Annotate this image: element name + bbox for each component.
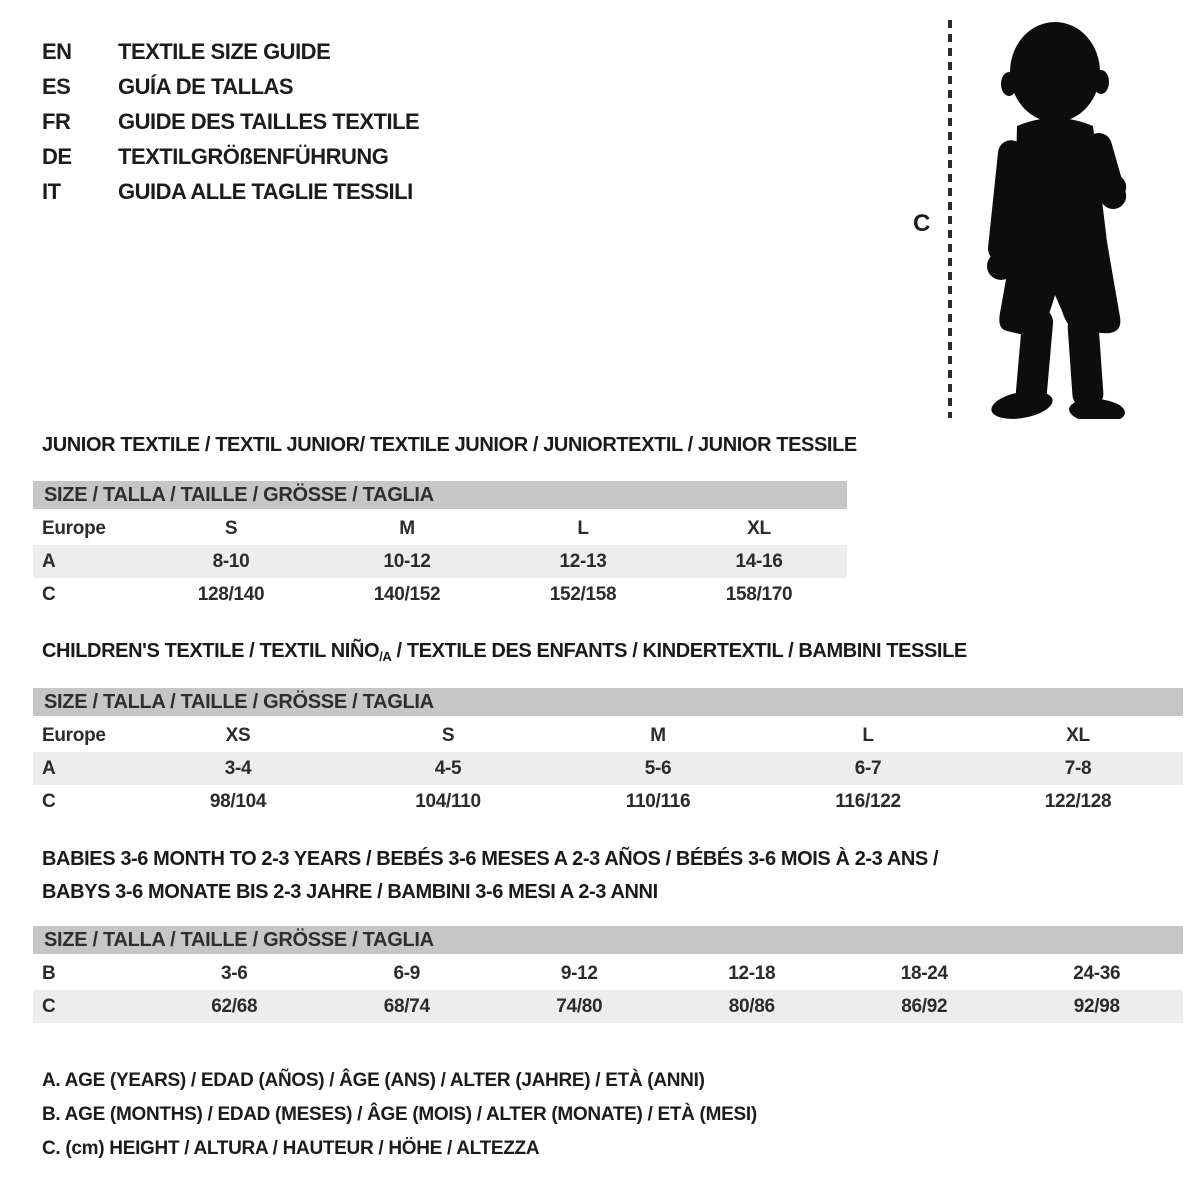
- table-cell: 7-8: [1064, 757, 1092, 779]
- language-code: DE: [42, 143, 72, 169]
- row-label: C: [42, 790, 56, 812]
- table-cell: 4-5: [434, 757, 462, 779]
- table-cell: 10-12: [383, 550, 431, 572]
- table-cell: 3-6: [220, 962, 248, 984]
- table-row: [33, 785, 1183, 818]
- table-row: [33, 957, 1183, 990]
- table-cell: 86/92: [901, 995, 948, 1017]
- size-bar: SIZE / TALLA / TAILLE / GRÖSSE / TAGLIA: [33, 688, 1183, 716]
- row-label: A: [42, 757, 56, 779]
- table-cell: S: [224, 517, 238, 539]
- table-cell: 92/98: [1073, 995, 1120, 1017]
- row-label: Europe: [42, 724, 106, 746]
- table-cell: L: [862, 724, 874, 746]
- table-cell: 24-36: [1073, 962, 1121, 984]
- row-label: C: [42, 583, 56, 605]
- babies-heading-line2: BABYS 3-6 MONATE BIS 2-3 JAHRE / BAMBINI 3-6 MESI A 2-3 ANNI: [42, 881, 658, 903]
- language-title: TEXTILE SIZE GUIDE: [118, 38, 331, 64]
- table-cell: 98/104: [209, 790, 267, 812]
- toddler-silhouette-icon: [967, 14, 1145, 419]
- language-row-en: [42, 34, 419, 69]
- table-cell: 5-6: [644, 757, 672, 779]
- table-row: [33, 719, 1183, 752]
- language-row-fr: [42, 104, 419, 139]
- language-row-it: [42, 174, 419, 209]
- language-row-de: [42, 139, 419, 174]
- measure-legend: [42, 1064, 757, 1166]
- height-measure-label: C: [913, 210, 931, 237]
- table-cell: 110/116: [625, 790, 691, 812]
- legend-line-a: A. AGE (YEARS) / EDAD (AÑOS) / ÂGE (ANS) / ALTER (JAHRE) / ETÀ (ANNI): [42, 1070, 705, 1091]
- children-size-table: [33, 688, 1183, 818]
- height-dashed-line: [948, 20, 952, 418]
- row-label: A: [42, 550, 56, 572]
- row-label: Europe: [42, 517, 106, 539]
- table-cell: 80/86: [728, 995, 775, 1017]
- table-cell: 158/170: [725, 583, 793, 605]
- table-cell: L: [577, 517, 589, 539]
- table-cell: 6-9: [393, 962, 421, 984]
- table-cell: 18-24: [900, 962, 948, 984]
- legend-line-b: B. AGE (MONTHS) / EDAD (MESES) / ÂGE (MOIS) / ALTER (MONATE) / ETÀ (MESI): [42, 1104, 757, 1125]
- table-cell: 12-13: [559, 550, 607, 572]
- table-cell: XL: [747, 517, 771, 539]
- junior-section-heading: JUNIOR TEXTILE / TEXTIL JUNIOR/ TEXTILE JUNIOR / JUNIORTEXTIL / JUNIOR TESSILE: [42, 434, 857, 456]
- table-cell: 74/80: [556, 995, 603, 1017]
- language-title: TEXTILGRÖßENFÜHRUNG: [118, 143, 389, 169]
- table-cell: 3-4: [224, 757, 252, 779]
- children-heading-pre: CHILDREN'S TEXTILE / TEXTIL NIÑO: [42, 640, 380, 662]
- table-cell: 152/158: [549, 583, 617, 605]
- language-code: ES: [42, 73, 71, 99]
- table-cell: 6-7: [854, 757, 882, 779]
- height-measure-figure: [905, 12, 1165, 424]
- language-title: GUIDA ALLE TAGLIE TESSILI: [118, 178, 413, 204]
- table-row: [33, 990, 1183, 1023]
- table-cell: XL: [1066, 724, 1090, 746]
- row-label: C: [42, 995, 56, 1017]
- language-row-es: [42, 69, 419, 104]
- language-code: EN: [42, 38, 72, 64]
- table-row: [33, 545, 847, 578]
- table-cell: 122/128: [1044, 790, 1112, 812]
- table-cell: XS: [225, 724, 251, 746]
- legend-line-c: C. (cm) HEIGHT / ALTURA / HAUTEUR / HÖHE / ALTEZZA: [42, 1138, 540, 1159]
- table-cell: M: [650, 724, 666, 746]
- size-bar: SIZE / TALLA / TAILLE / GRÖSSE / TAGLIA: [33, 481, 847, 509]
- table-cell: S: [441, 724, 455, 746]
- language-title: GUIDE DES TAILLES TEXTILE: [118, 108, 420, 134]
- table-cell: 128/140: [197, 583, 265, 605]
- table-row: [33, 512, 847, 545]
- table-cell: 104/110: [415, 790, 481, 812]
- row-label: B: [42, 962, 56, 984]
- children-heading-post: / TEXTILE DES ENFANTS / KINDERTEXTIL / BAMBINI TESSILE: [391, 640, 967, 662]
- table-cell: M: [399, 517, 415, 539]
- language-title: GUÍA DE TALLAS: [118, 73, 294, 99]
- language-code: FR: [42, 108, 71, 134]
- table-cell: 14-16: [735, 550, 783, 572]
- size-bar: SIZE / TALLA / TAILLE / GRÖSSE / TAGLIA: [33, 926, 1183, 954]
- babies-heading-line1: BABIES 3-6 MONTH TO 2-3 YEARS / BEBÉS 3-6 MESES A 2-3 AÑOS / BÉBÉS 3-6 MOIS À 2-3 ANS /: [42, 848, 939, 870]
- language-title-block: [42, 34, 419, 209]
- table-cell: 12-18: [728, 962, 776, 984]
- children-heading-sub: /A: [379, 649, 392, 664]
- table-cell: 8-10: [212, 550, 250, 572]
- table-cell: 62/68: [211, 995, 258, 1017]
- junior-size-table: [33, 481, 847, 611]
- table-cell: 140/152: [373, 583, 441, 605]
- table-row: [33, 578, 847, 611]
- children-section-heading: [42, 640, 967, 664]
- babies-size-table: [33, 926, 1183, 1023]
- table-cell: 116/122: [835, 790, 901, 812]
- table-cell: 9-12: [560, 962, 598, 984]
- table-row: [33, 752, 1183, 785]
- babies-section-heading: [42, 843, 938, 909]
- language-code: IT: [42, 178, 61, 204]
- table-cell: 68/74: [383, 995, 430, 1017]
